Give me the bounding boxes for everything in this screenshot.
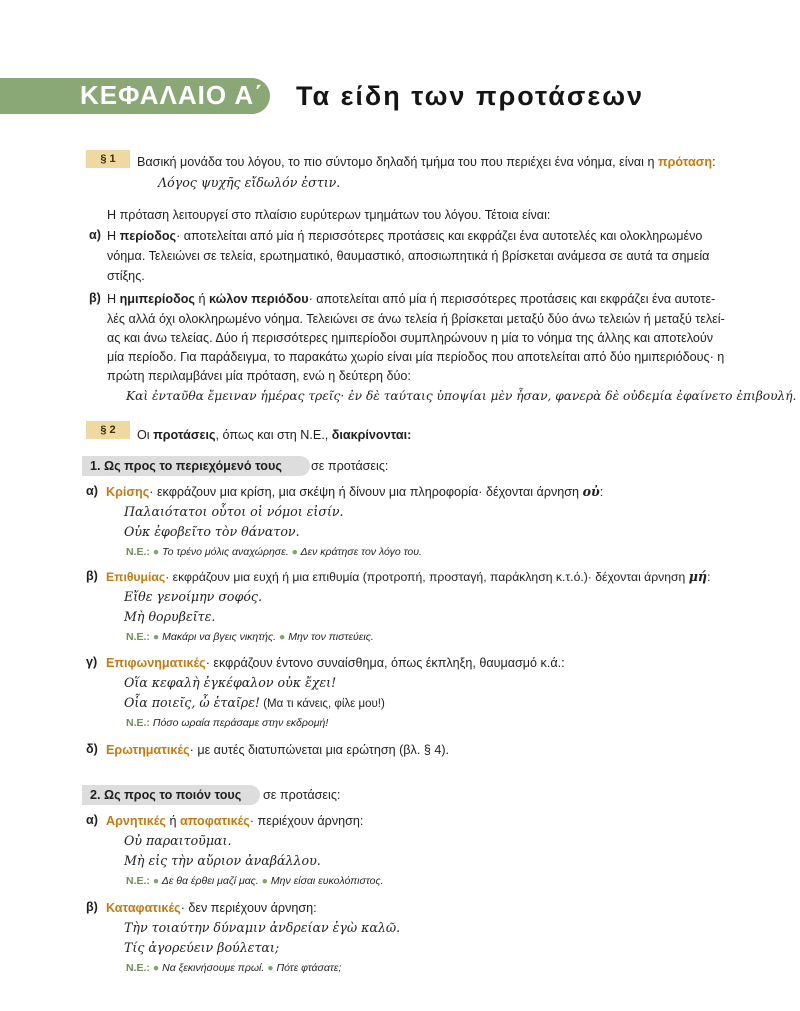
- g1-a-ne: Ν.Ε.: ● Το τρένο μόλις αναχώρησε. ● Δεν κράτησε τον λόγο του.: [126, 546, 422, 558]
- g1-b-ex1: Εἴθε γενοίμην σοφός.: [124, 589, 262, 604]
- s1-b-example: Καὶ ἐνταῦθα ἔμειναν ἡμέρας τρεῖς· ἐν δὲ ταύταις ὑποψίαι μὲν ἦσαν, φανερὰ δὲ οὐδεμία ἐφαίνετο ἐπιβουλή.: [126, 389, 797, 403]
- g2-a-ne: Ν.Ε.: ● Δε θα έρθει μαζί μας. ● Μην είσαι ευκολόπιστος.: [126, 875, 384, 887]
- g1-b-ex2: Μὴ θορυβεῖτε.: [124, 609, 216, 624]
- s1-intro: Βασική μονάδα του λόγου, το πιο σύντομο δηλαδή τμήμα του που περιέχει ένα νόημα, είναι η πρόταση:: [137, 155, 716, 169]
- s1-lead: Η πρόταση λειτουργεί στο πλαίσιο ευρύτερων τμημάτων του λόγου. Τέτοια είναι:: [107, 208, 551, 222]
- g1-c-ne: Ν.Ε.: Πόσο ωραία περάσαμε στην εκδρομή!: [126, 717, 329, 729]
- g2-b-desc: Καταφατικές· δεν περιέχουν άρνηση:: [106, 901, 317, 915]
- g1-c-ex2: Οἷα ποιεῖς, ὦ ἑταῖρε! (Μα τι κάνεις, φίλε μου!): [124, 695, 385, 710]
- s1-b-letter: β): [89, 291, 101, 305]
- s1-a-line1: Η περίοδος· αποτελείται από μία ή περισσότερες προτάσεις και εκφράζει ένα αυτοτελές και ολοκληρωμένο: [107, 229, 703, 243]
- group2-tail: σε προτάσεις:: [263, 788, 341, 802]
- g2-b-ex2: Τίς ἀγορεύειν βούλεται;: [124, 940, 280, 955]
- group1-tail: σε προτάσεις:: [311, 459, 389, 473]
- g2-a-ex2: Μὴ εἰς τὴν αὔριον ἀναβάλλου.: [124, 853, 321, 868]
- s1-a-line3: στίξης.: [107, 269, 145, 283]
- g1-b-letter: β): [86, 569, 98, 583]
- group1-pill: 1. Ως προς το περιεχόμενό τους: [82, 456, 310, 476]
- s1-b-line5: πρώτη περιλαμβάνει μία πρόταση, ενώ η δεύτερη δύο:: [107, 369, 411, 383]
- g1-c-ex1: Οἵα κεφαλὴ ἐγκέφαλον οὐκ ἔχει!: [124, 675, 337, 690]
- section-badge-1: § 1: [86, 150, 130, 168]
- g1-a-ex1: Παλαιότατοι οὗτοι οἱ νόμοι εἰσίν.: [124, 504, 344, 519]
- g1-d-letter: δ): [86, 742, 98, 756]
- section-badge-2: § 2: [86, 421, 130, 439]
- g1-b-ne: Ν.Ε.: ● Μακάρι να βγεις νικητής. ● Μην τον πιστεύεις.: [126, 631, 374, 643]
- s1-b-line1: Η ημιπερίοδος ή κώλον περιόδου· αποτελείται από μία ή περισσότερες προτάσεις και εκφράζει ένα αυτοτε-: [107, 292, 716, 306]
- g2-a-desc: Αρνητικές ή αποφατικές· περιέχουν άρνηση:: [106, 814, 364, 828]
- s1-a-line2: νόημα. Τελειώνει σε τελεία, ερωτηματικό, θαυμαστικό, αποσιωπητικά ή βρίσκεται ανάμεσα σε αυτά τα σημεία: [107, 249, 710, 263]
- g1-a-letter: α): [86, 484, 98, 498]
- g1-c-letter: γ): [86, 655, 98, 669]
- s1-b-line2: λές αλλά όχι ολοκληρωμένο νόημα. Τελειώνει σε άνω τελεία ή βρίσκεται μεταξύ δύο άνω τελειών ή μεταξύ τελεί-: [107, 312, 725, 326]
- g1-a-desc: Κρίσης· εκφράζουν μια κρίση, μια σκέψη ή δίνουν μια πληροφορία· δέχονται άρνηση οὐ:: [106, 484, 604, 499]
- g2-b-ne: Ν.Ε.: ● Να ξεκινήσουμε πρωί. ● Πότε φτάσατε;: [126, 962, 342, 974]
- g2-b-ex1: Τὴν τοιαύτην δύναμιν ἀνδρείαν ἐγὼ καλῶ.: [124, 920, 401, 935]
- g1-c-desc: Επιφωνηματικές· εκφράζουν έντονο συναίσθημα, όπως έκπληξη, θαυμασμό κ.ά.:: [106, 656, 565, 670]
- s1-a-letter: α): [89, 228, 101, 242]
- s2-intro: Οι προτάσεις, όπως και στη Ν.Ε., διακρίνονται:: [137, 428, 412, 442]
- g2-b-letter: β): [86, 900, 98, 914]
- g1-b-desc: Επιθυμίας· εκφράζουν μια ευχή ή μια επιθυμία (προτροπή, προσταγή, παράκληση κ.τ.ό.)· δέχονται άρνηση μή:: [106, 569, 711, 584]
- group2-pill: 2. Ως προς το ποιόν τους: [82, 785, 260, 805]
- chapter-title: Τα είδη των προτάσεων: [296, 81, 645, 111]
- g2-a-letter: α): [86, 813, 98, 827]
- s1-b-line4: μία περίοδο. Για παράδειγμα, το παρακάτω χωρίο είναι μία περίοδος που αποτελείται από δύο ημιπεριόδους· η: [107, 350, 725, 364]
- g2-a-ex1: Οὐ παραιτοῦμαι.: [124, 833, 232, 848]
- chapter-label: ΚΕΦΑΛΑΙΟ Α΄: [80, 80, 264, 110]
- g1-d-desc: Ερωτηματικές· με αυτές διατυπώνεται μια ερώτηση (βλ. § 4).: [106, 743, 450, 757]
- s1-b-line3: ας και άνω τελείας. Δύο ή περισσότερες ημιπερίοδοι συμπληρώνουν η μία το νόημα της άλλης και αποτελούν: [107, 331, 714, 345]
- g1-a-ex2: Οὐκ ἐφοβεῖτο τὸν θάνατον.: [124, 524, 300, 539]
- s1-example: Λόγος ψυχῆς εἴδωλόν ἐστιν.: [158, 175, 341, 190]
